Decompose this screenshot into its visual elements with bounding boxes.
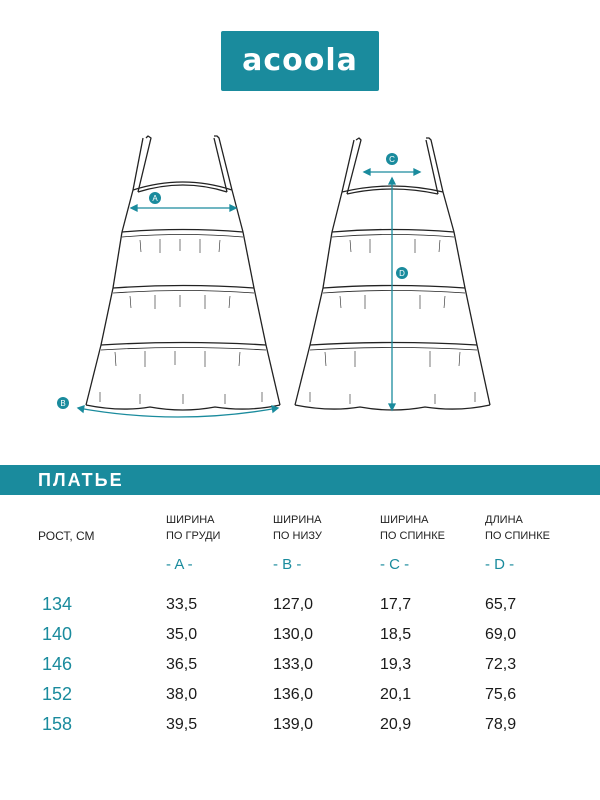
svg-text:A: A [152,194,158,203]
column-header-b: ШИРИНА ПО НИЗУ [273,514,322,542]
table-cell: 33,5 [166,596,198,613]
row-height: 140 [42,624,73,644]
column-header-d: ДЛИНА ПО СПИНКЕ [485,514,550,542]
table-cell: 133,0 [273,656,314,673]
table-cell: 39,5 [166,716,198,733]
column-letter-c: - C - [380,556,410,573]
row-height: 152 [42,684,73,704]
table-cell: 72,3 [485,656,517,673]
marker-c-icon [386,153,398,165]
svg-text:D: D [399,269,405,278]
table-cell: 19,3 [380,656,412,673]
column-letter-a: - A - [166,556,193,573]
column-letter-d: - D - [485,556,515,573]
table-cell: 130,0 [273,626,314,643]
table-cell: 36,5 [166,656,198,673]
dress-front-view [86,136,280,410]
marker-d-icon [396,267,408,279]
marker-a-icon [149,192,161,204]
column-header-a: ШИРИНА ПО ГРУДИ [166,514,221,542]
marker-b-icon [57,397,69,409]
table-cell: 127,0 [273,596,314,613]
svg-text:B: B [60,399,66,408]
table-cell: 75,6 [485,686,517,703]
column-letter-b: - B - [273,556,302,573]
product-title-bar [0,465,600,495]
dress-drawings [0,120,600,430]
brand-logo-text: acoola [242,43,358,78]
table-cell: 17,7 [380,596,412,613]
table-cell: 69,0 [485,626,517,643]
table-cell: 20,1 [380,686,412,703]
table-cell: 18,5 [380,626,412,643]
table-cell: 35,0 [166,626,198,643]
product-title: ПЛАТЬЕ [38,469,124,490]
table-cell: 65,7 [485,596,517,613]
table-cell: 136,0 [273,686,314,703]
table-cell: 139,0 [273,716,314,733]
row-height: 134 [42,594,73,614]
table-cell: 38,0 [166,686,198,703]
table-cell: 20,9 [380,716,412,733]
row-height: 146 [42,654,73,674]
table-cell: 78,9 [485,716,517,733]
row-height: 158 [42,714,73,734]
height-column-header: РОСТ, СМ [38,529,95,543]
brand-logo [221,31,379,91]
svg-text:C: C [389,155,395,164]
column-header-c: ШИРИНА ПО СПИНКЕ [380,514,445,542]
